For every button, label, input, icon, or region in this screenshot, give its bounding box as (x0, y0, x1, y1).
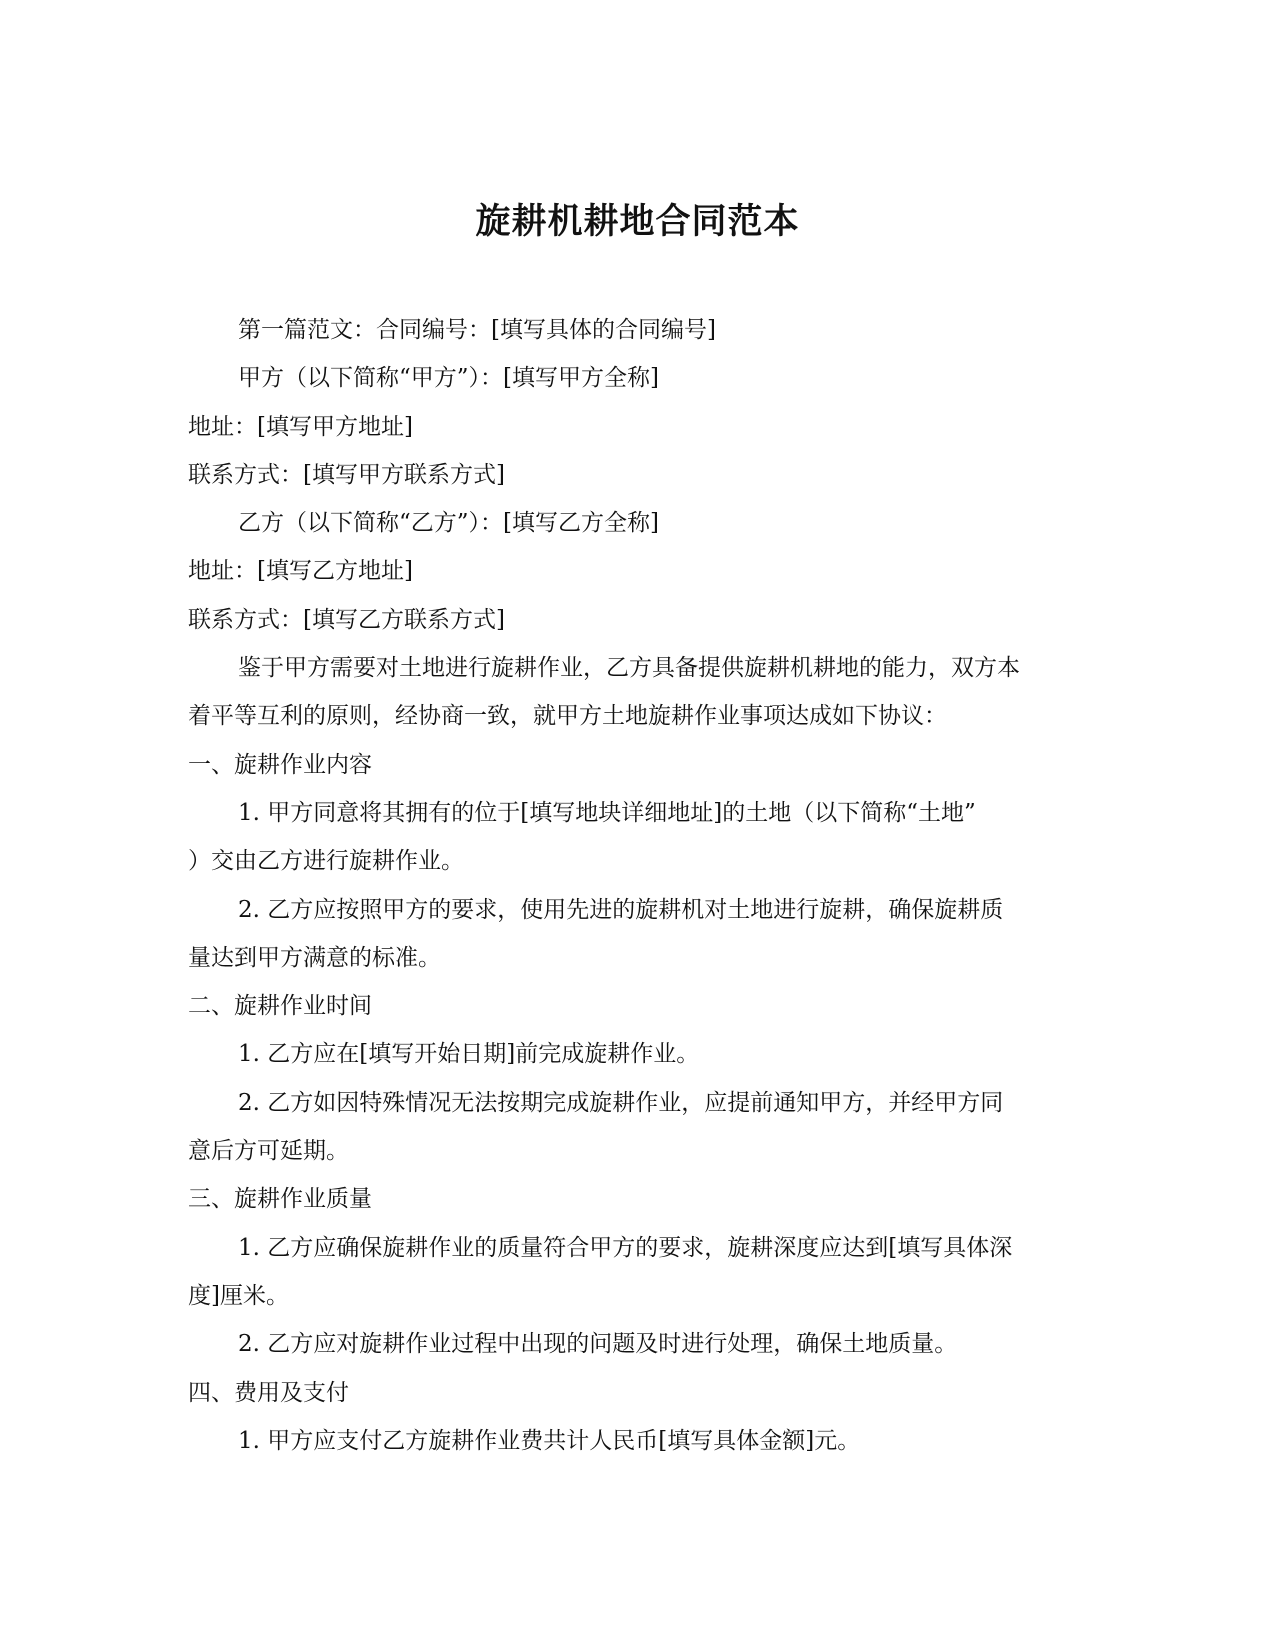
clause-1-2-line-2: 量达到甲方满意的标准。 (188, 944, 441, 971)
preamble-line-1: 鉴于甲方需要对土地进行旋耕作业，乙方具备提供旋耕机耕地的能力，双方本 (238, 655, 1020, 682)
clause-2-2-line-1: 2. 乙方如因特殊情况无法按期完成旋耕作业，应提前通知甲方，并经甲方同 (238, 1089, 1004, 1116)
section-heading-1: 一、旋耕作业内容 (188, 751, 372, 778)
clause-2-1-line-1: 1. 乙方应在[填写开始日期]前完成旋耕作业。 (238, 1041, 700, 1068)
clause-4-1-line-1: 1. 甲方应支付乙方旋耕作业费共计人民币[填写具体金额]元。 (238, 1427, 861, 1454)
section-heading-2: 二、旋耕作业时间 (188, 993, 372, 1020)
section-heading-4: 四、费用及支付 (188, 1379, 349, 1406)
contract-number-line: 第一篇范文：合同编号：[填写具体的合同编号] (238, 317, 716, 343)
party-a-name-line: 甲方（以下简称“甲方”）：[填写甲方全称] (238, 365, 659, 392)
document-title: 旋耕机耕地合同范本 (475, 201, 800, 242)
clause-1-2-line-1: 2. 乙方应按照甲方的要求，使用先进的旋耕机对土地进行旋耕，确保旋耕质 (238, 896, 1004, 923)
clause-3-1-line-2: 度]厘米。 (188, 1282, 289, 1309)
clause-3-1-line-1: 1. 乙方应确保旋耕作业的质量符合甲方的要求，旋耕深度应达到[填写具体深 (238, 1234, 1013, 1261)
section-heading-3: 三、旋耕作业质量 (188, 1186, 372, 1213)
clause-2-2-line-2: 意后方可延期。 (188, 1138, 349, 1165)
clause-3-2-line-1: 2. 乙方应对旋耕作业过程中出现的问题及时进行处理，确保土地质量。 (238, 1331, 958, 1358)
clause-1-1-line-1: 1. 甲方同意将其拥有的位于[填写地块详细地址]的土地（以下简称“土地” (238, 799, 976, 826)
party-b-address-line: 地址：[填写乙方地址] (188, 558, 413, 585)
clause-1-1-line-2: ）交由乙方进行旋耕作业。 (188, 848, 464, 875)
party-b-name-line: 乙方（以下简称“乙方”）：[填写乙方全称] (238, 510, 659, 537)
party-a-contact-line: 联系方式：[填写甲方联系方式] (188, 461, 505, 488)
party-b-contact-line: 联系方式：[填写乙方联系方式] (188, 606, 505, 633)
party-a-address-line: 地址：[填写甲方地址] (188, 413, 413, 440)
preamble-line-2: 着平等互利的原则，经协商一致，就甲方土地旋耕作业事项达成如下协议： (188, 703, 947, 730)
document-body (188, 306, 1088, 1465)
